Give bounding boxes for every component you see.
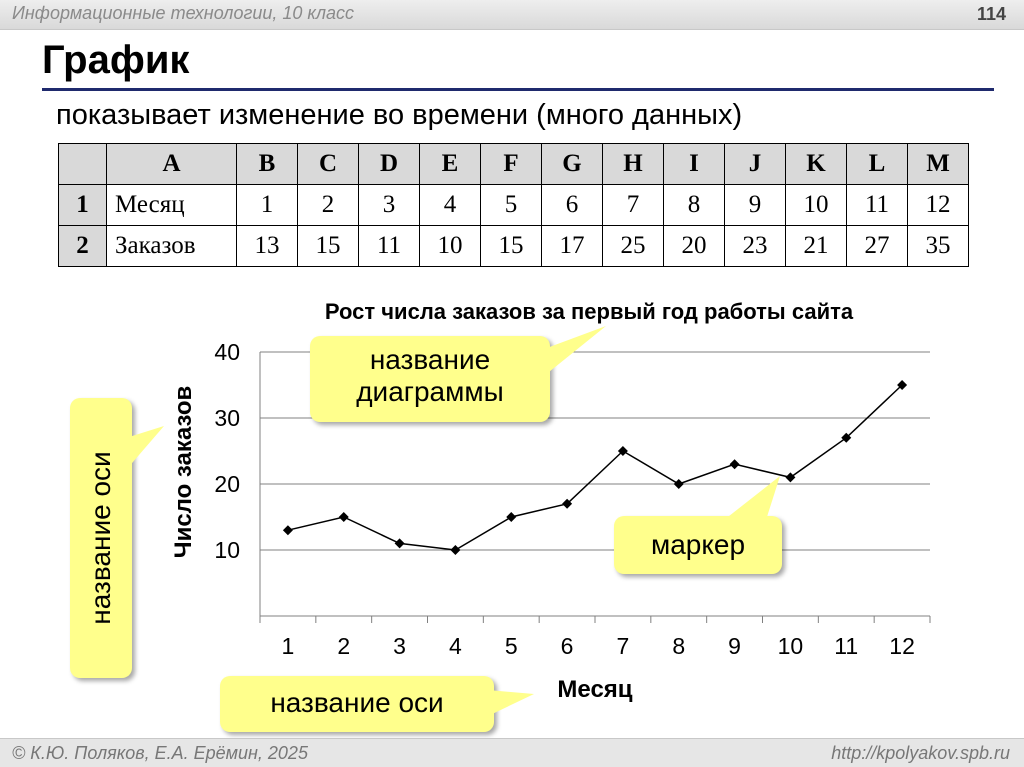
column-header: A (107, 144, 237, 185)
data-point-marker (339, 512, 349, 522)
slide-subtitle: показывает изменение во времени (много данных) (56, 99, 743, 131)
table-cell: 23 (725, 226, 786, 267)
callout-vertical-axis (70, 398, 132, 678)
column-header: D (359, 144, 420, 185)
column-header: F (481, 144, 542, 185)
column-header: M (908, 144, 969, 185)
column-header: C (298, 144, 359, 185)
column-header: H (603, 144, 664, 185)
x-tick-label: 11 (834, 633, 859, 659)
x-tick-label: 5 (504, 633, 518, 659)
table-header-row (59, 144, 969, 185)
table-row (59, 185, 969, 226)
table-row (59, 226, 969, 267)
x-tick-label: 12 (889, 633, 915, 659)
table-cell: 4 (420, 185, 481, 226)
data-point-marker (897, 380, 907, 390)
callout-label: название оси (270, 687, 444, 718)
column-header: I (664, 144, 725, 185)
table-cell: 3 (359, 185, 420, 226)
y-axis-title: Число заказов (170, 385, 197, 559)
data-point-marker (785, 472, 795, 482)
table-cell: 5 (481, 185, 542, 226)
data-point-marker (730, 459, 740, 469)
column-header: L (847, 144, 908, 185)
table-cell: 10 (786, 185, 847, 226)
x-tick-label: 2 (337, 633, 351, 659)
table-cell: 2 (298, 185, 359, 226)
table-cell: 21 (786, 226, 847, 267)
data-point-marker (450, 545, 460, 555)
table-cell: 35 (908, 226, 969, 267)
callout-label: название оси (85, 451, 116, 625)
table-cell: 8 (664, 185, 725, 226)
table-cell: 9 (725, 185, 786, 226)
column-header: B (237, 144, 298, 185)
table-cell: 12 (908, 185, 969, 226)
title-underline (42, 88, 994, 91)
data-table (58, 143, 969, 267)
column-header: G (542, 144, 603, 185)
table-cell: 6 (542, 185, 603, 226)
data-point-marker (841, 433, 851, 443)
table-cell: 1 (237, 185, 298, 226)
table-cell: 11 (847, 185, 908, 226)
course-name: Информационные технологии, 10 класс (12, 3, 355, 23)
page-number: 114 (976, 4, 1006, 24)
table-cell: 20 (664, 226, 725, 267)
table-cell: Месяц (107, 185, 237, 226)
data-point-marker (283, 525, 293, 535)
data-point-marker (395, 538, 405, 548)
table-cell: 15 (481, 226, 542, 267)
x-tick-label: 6 (560, 633, 574, 659)
callout-label: название диаграммы (356, 344, 504, 407)
data-point-marker (674, 479, 684, 489)
y-tick-label: 20 (214, 471, 240, 497)
data-point-marker (562, 499, 572, 509)
callout-chart-title (310, 336, 550, 422)
callout-horizontal-axis (220, 676, 494, 732)
column-header: E (420, 144, 481, 185)
callout-pointer (70, 398, 71, 399)
x-tick-label: 4 (449, 633, 462, 659)
callout-marker (614, 516, 782, 574)
table-cell: 10 (420, 226, 481, 267)
slide-title: График (42, 38, 190, 82)
callout-label: маркер (650, 529, 746, 560)
table-corner-cell (59, 144, 107, 185)
x-tick-label: 8 (672, 633, 686, 659)
data-point-marker (506, 512, 516, 522)
callout-pointer (310, 336, 311, 337)
y-tick-label: 40 (214, 339, 240, 365)
footer-bar (0, 738, 1024, 767)
column-header: J (725, 144, 786, 185)
data-point-marker (618, 446, 628, 456)
row-number: 2 (59, 226, 107, 267)
x-tick-label: 10 (777, 633, 804, 659)
column-header: K (786, 144, 847, 185)
table-cell: 15 (298, 226, 359, 267)
table-cell: 25 (603, 226, 664, 267)
x-tick-label: 9 (728, 633, 741, 659)
row-number: 1 (59, 185, 107, 226)
x-tick-label: 3 (393, 633, 406, 659)
y-tick-label: 30 (214, 405, 240, 431)
x-tick-label: 1 (281, 633, 295, 659)
table-cell: Заказов (107, 226, 237, 267)
table-cell: 11 (359, 226, 420, 267)
y-tick-label: 10 (214, 537, 240, 563)
chart-title: Рост числа заказов за первый год работы сайта (324, 299, 854, 324)
callout-pointer (614, 516, 615, 517)
callout-pointer (220, 676, 221, 677)
header-bar (0, 0, 1024, 30)
table-cell: 13 (237, 226, 298, 267)
x-tick-label: 7 (616, 633, 630, 659)
table-cell: 17 (542, 226, 603, 267)
table-cell: 27 (847, 226, 908, 267)
table-cell: 7 (603, 185, 664, 226)
x-axis-title: Месяц (557, 676, 633, 703)
footer-authors: © К.Ю. Поляков, Е.А. Ерёмин, 2025 (12, 743, 308, 763)
footer-url[interactable]: http://kpolyakov.spb.ru (831, 743, 1010, 763)
